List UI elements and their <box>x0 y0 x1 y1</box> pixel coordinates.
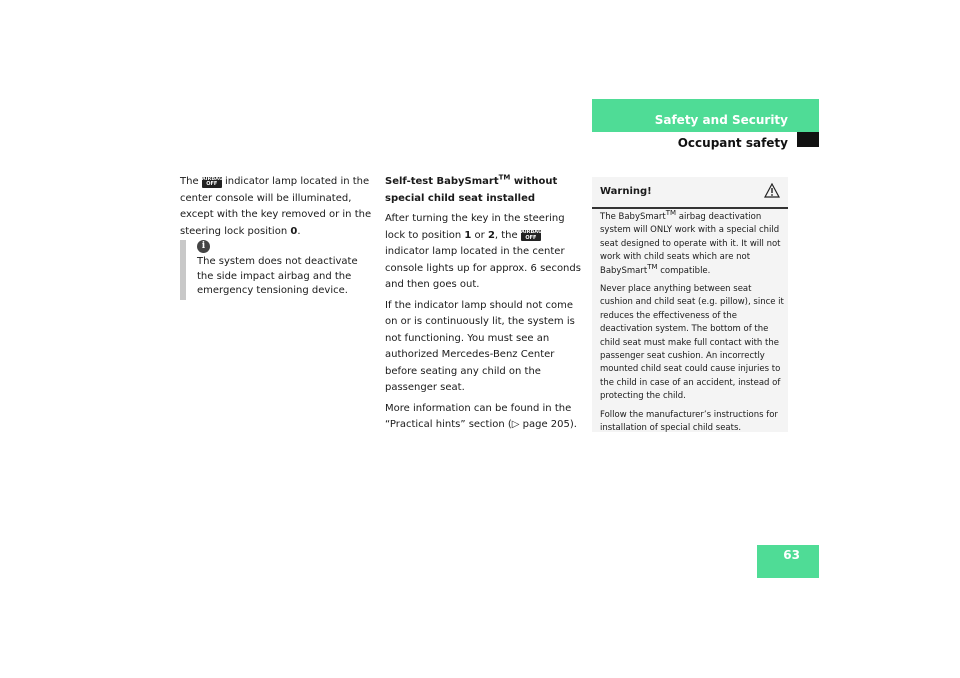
indicator-paragraph: The AIRBAG OFF indicator lamp located in the center console will be illuminated, except with the key removed or in the steering lock position 0. <box>180 175 372 237</box>
self-test-heading: Self-test BabySmart™ without special child seat installed <box>385 173 558 204</box>
warning-paragraph-1: The BabySmart™ airbag deactivation system will ONLY work with a special child seat designed to operate with it. It will not work with child seats which are not BabySmart™ compatible. <box>600 209 781 276</box>
warning-body <box>600 211 784 441</box>
warning-title: Warning! <box>600 186 652 197</box>
warning-paragraph-3: Follow the manufacturer’s instructions for installation of special child seats. <box>600 409 778 434</box>
section-tab-marker <box>797 132 819 147</box>
info-note <box>180 240 375 300</box>
self-test-paragraph: After turning the key in the steering lock to position 1 or 2, the AIRBAG OFF indicator lamp located in the center console lights up for approx. 6 seconds and then goes out. <box>385 213 581 290</box>
note-text: The system does not deactivate the side impact airbag and the emergency tensioning device. <box>197 256 358 296</box>
warning-triangle-icon <box>764 183 780 198</box>
subsection-title: Occupant safety <box>677 136 788 150</box>
airbag-off-indicator-icon: AIRBAG OFF <box>520 229 543 241</box>
warning-paragraph-2: Never place anything between seat cushion and child seat (e.g. pillow), since it reduces the effectiveness of the deactivation system. The bottom of the child seat must make full contact with the passenger seat cushion. An incorrectly mounted child seat could cause injuries to the child in case of an accident, instead of protecting the child. <box>600 284 784 402</box>
page-number: 63 <box>783 548 800 562</box>
reference-paragraph: More information can be found in the “Practical hints” section (▷ page 205). <box>385 402 577 430</box>
note-bar <box>180 240 186 300</box>
section-title: Safety and Security <box>654 113 788 127</box>
warning-divider <box>592 207 788 209</box>
column-middle <box>385 174 581 438</box>
warning-box <box>592 177 788 432</box>
airbag-off-indicator-icon: AIRBAG OFF <box>201 175 224 187</box>
malfunction-paragraph: If the indicator lamp should not come on or is continuously lit, the system is not functioning. You must see an authorized Mercedes-Benz Center before seating any child on the passenger seat. <box>385 299 575 393</box>
info-icon: i <box>197 240 210 253</box>
column-left <box>180 174 372 244</box>
